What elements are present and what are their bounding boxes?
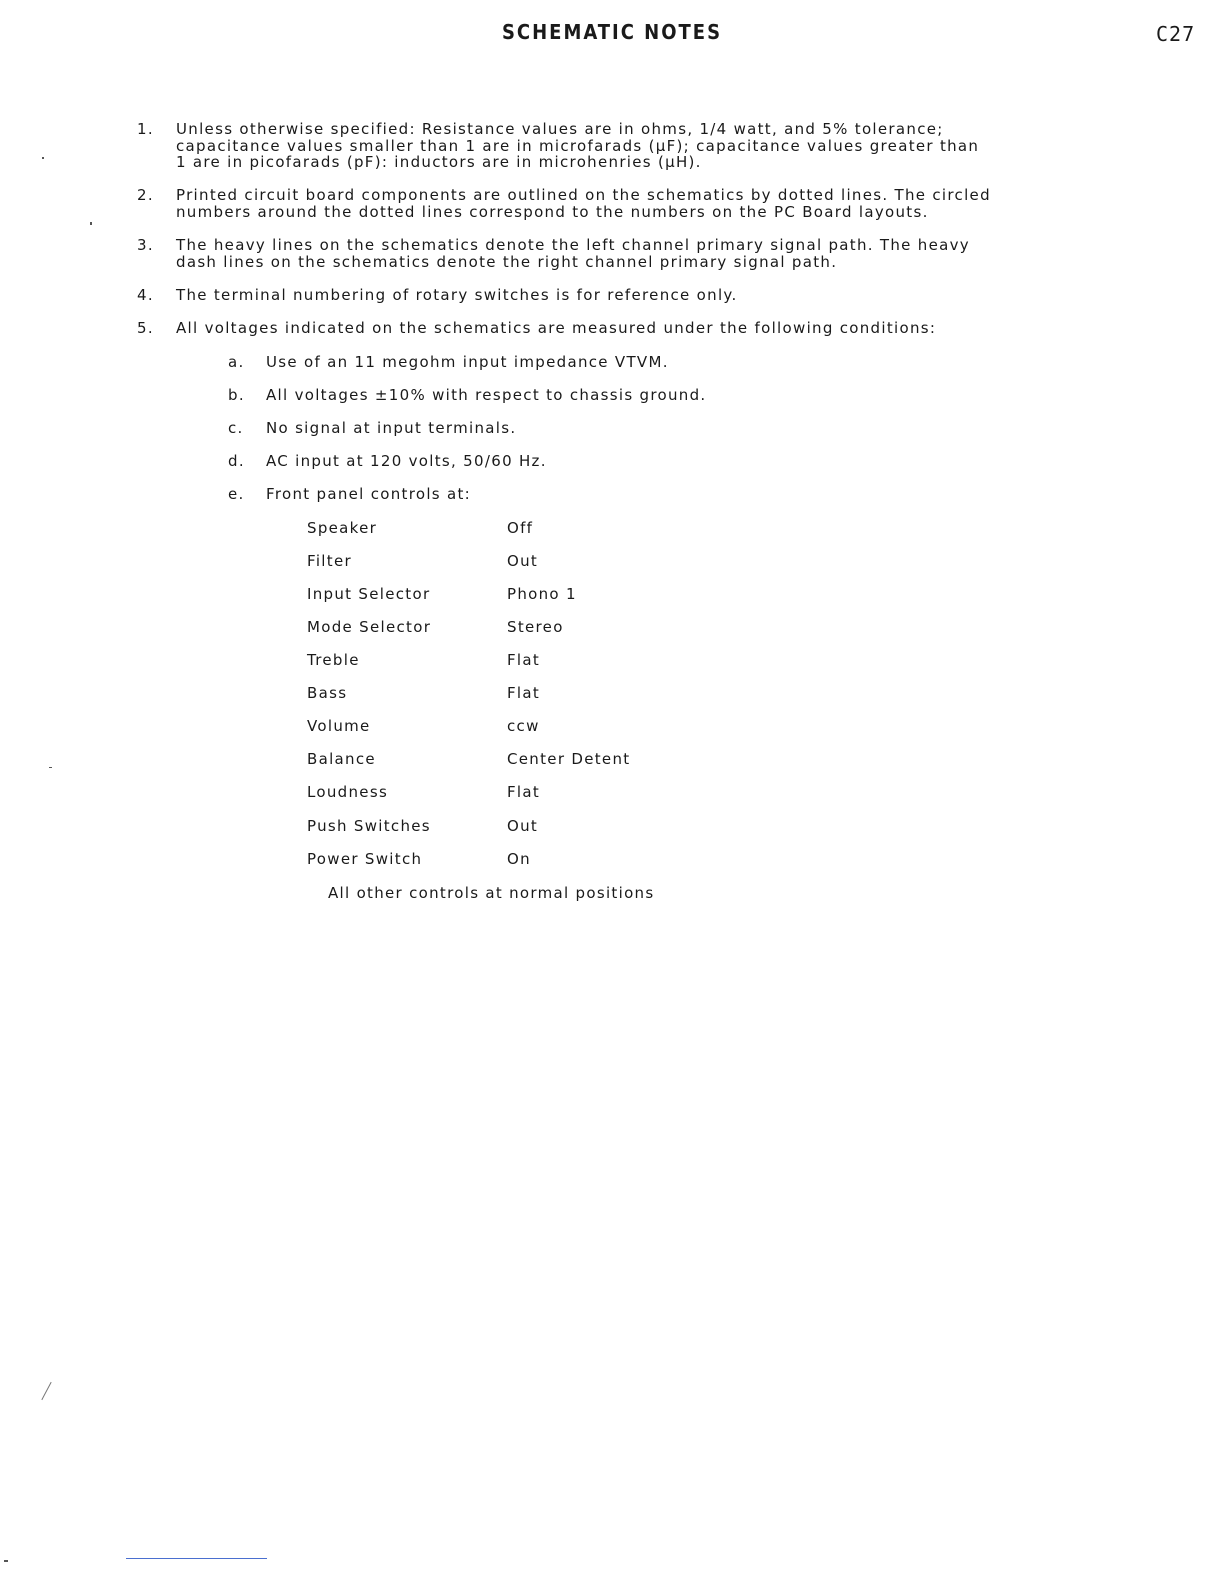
control-value: Center Detent [507, 750, 631, 768]
control-name: Input Selector [307, 585, 431, 603]
control-value: On [507, 850, 531, 868]
scan-speck [90, 222, 92, 225]
footer-note: All other controls at normal positions [328, 884, 655, 902]
note-text [176, 121, 1136, 171]
control-name: Mode Selector [307, 618, 432, 636]
control-value: Out [507, 817, 539, 835]
note-line: dash lines on the schematics denote the right channel primary signal path. [176, 252, 838, 271]
note-line: Unless otherwise specified: Resistance values are in ohms, 1/4 watt, and 5% tolerance; [176, 120, 944, 138]
condition-text: Use of an 11 megohm input impedance VTVM. [266, 353, 669, 371]
note-text [176, 320, 1136, 337]
control-value: Phono 1 [507, 585, 577, 603]
control-value: Flat [507, 651, 541, 669]
note-number: 1. [137, 120, 154, 138]
page-number: C27 [1156, 22, 1196, 46]
bottom-rule [126, 1558, 267, 1559]
note-line: numbers around the dotted lines correspond to the numbers on the PC Board layouts. [176, 202, 929, 221]
control-value: Stereo [507, 618, 564, 636]
control-value: Flat [507, 684, 541, 702]
control-value: Out [507, 552, 539, 570]
control-value: ccw [507, 717, 540, 735]
control-name: Bass [307, 684, 348, 702]
note-number: 3. [137, 236, 154, 254]
page-title: SCHEMATIC NOTES [501, 20, 723, 44]
note-line: 1 are in picofarads (pF): inductors are in microhenries (µH). [176, 153, 702, 171]
note-line: The terminal numbering of rotary switches is for reference only. [176, 286, 738, 304]
control-name: Treble [307, 651, 360, 669]
condition-text: AC input at 120 volts, 50/60 Hz. [266, 452, 547, 470]
condition-label: e. [228, 485, 245, 503]
control-name: Speaker [307, 519, 378, 537]
control-name: Filter [307, 552, 352, 570]
note-number: 4. [137, 286, 154, 304]
control-value: Off [507, 519, 534, 537]
note-line: All voltages indicated on the schematics are measured under the following conditions: [176, 319, 937, 337]
condition-label: d. [228, 452, 245, 470]
note-text [176, 187, 1136, 220]
note-text [176, 237, 1136, 270]
condition-text: Front panel controls at: [266, 485, 471, 503]
control-name: Power Switch [307, 850, 423, 868]
control-name: Push Switches [307, 817, 431, 835]
control-name: Volume [307, 717, 371, 735]
scan-speck [42, 157, 44, 159]
scan-speck [4, 1560, 8, 1562]
note-text [176, 287, 1136, 304]
condition-label: c. [228, 419, 244, 437]
note-line: capacitance values smaller than 1 are in microfarads (µF); capacitance values greater than [176, 136, 980, 155]
control-value: Flat [507, 783, 541, 801]
note-line: The heavy lines on the schematics denote the left channel primary signal path. The heavy [176, 236, 970, 254]
note-number: 5. [137, 319, 154, 337]
condition-text: All voltages ±10% with respect to chassis ground. [266, 386, 707, 404]
condition-text: No signal at input terminals. [266, 419, 517, 437]
note-line: Printed circuit board components are outlined on the schematics by dotted lines. The circled [176, 186, 991, 204]
control-name: Balance [307, 750, 376, 768]
condition-label: a. [228, 353, 245, 371]
scan-speck [41, 1382, 51, 1400]
control-name: Loudness [307, 783, 389, 801]
scan-speck [49, 767, 52, 768]
note-number: 2. [137, 186, 154, 204]
condition-label: b. [228, 386, 245, 404]
